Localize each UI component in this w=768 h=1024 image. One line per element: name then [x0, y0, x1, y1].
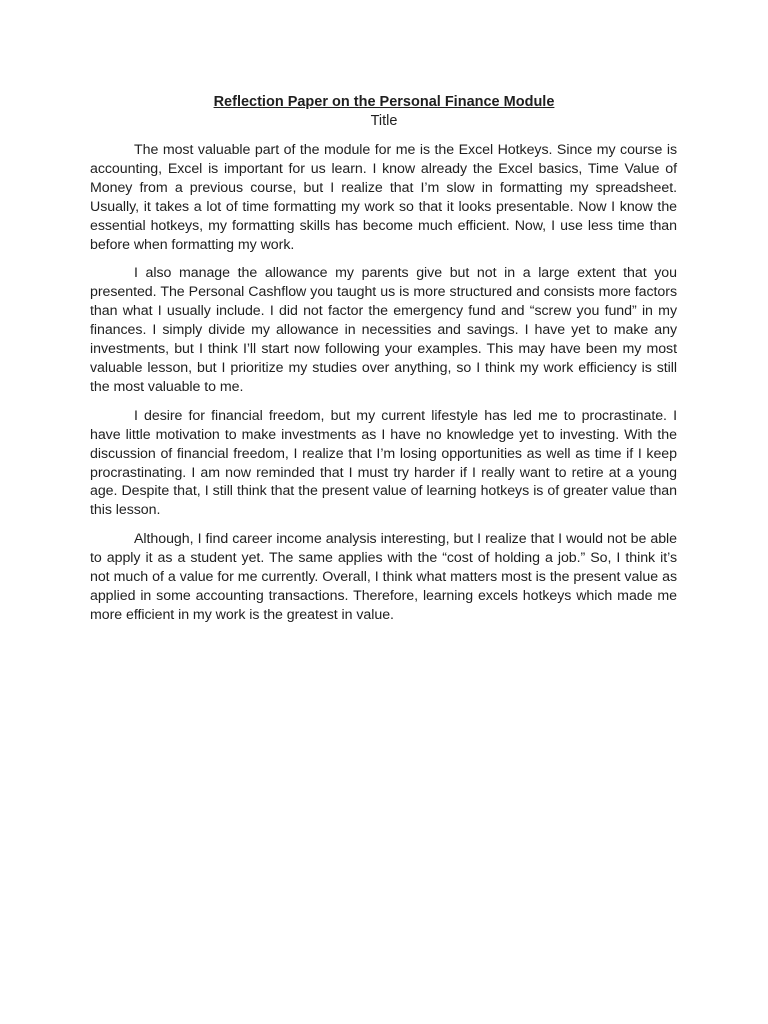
paragraph-allowance-cashflow: I also manage the allowance my parents give but not in a large extent that you presented. The Personal Cashflow you taught us is more structured and consists more factors than what I usually include. I did not factor the emergency fund and “screw you fund” in my finances. I simply divide my allowance in necessities and savings. I have yet to make any investments, but I think I’ll start now following your examples. This may have been my most valuable lesson, but I prioritize my studies over anything, so I think my work efficiency is still the most valuable to me. — [90, 265, 677, 395]
paragraph-financial-freedom: I desire for financial freedom, but my current lifestyle has led me to procrastinate. I have little motivation to make investments as I have no knowledge yet to investing. With the discussion of financial freedom, I realize that I’m losing opportunities as well as time if I keep procrastinating. I am now reminded that I must try harder if I really want to retire at a young age. Despite that, I still think that the present value of learning hotkeys is of greater value than this lesson. — [90, 407, 677, 519]
paragraph-career-income: Although, I find career income analysis interesting, but I realize that I would not be able to apply it as a student yet. The same applies with the “cost of holding a job.” So, I think it’s not much of a value for me currently. Overall, I think what matters most is the present value as applied in some accounting transactions. Therefore, learning excels hotkeys which made me more efficient in my work is the greatest in value. — [90, 531, 677, 623]
paragraph-excel-hotkeys: The most valuable part of the module for me is the Excel Hotkeys. Since my course is accounting, Excel is important for us learn. I know already the Excel basics, Time Value of Money from a previous course, but I realize that I’m slow in formatting my spreadsheet. Usually, it takes a lot of time formatting my work so that it looks presentable. Now I know the essential hotkeys, my formatting skills has become much efficient. Now, I use less time than before when formatting my work. — [90, 142, 677, 253]
document-subtitle: Title — [370, 113, 398, 129]
document-title: Reflection Paper on the Personal Finance Module — [213, 94, 555, 110]
document-body — [90, 141, 677, 635]
